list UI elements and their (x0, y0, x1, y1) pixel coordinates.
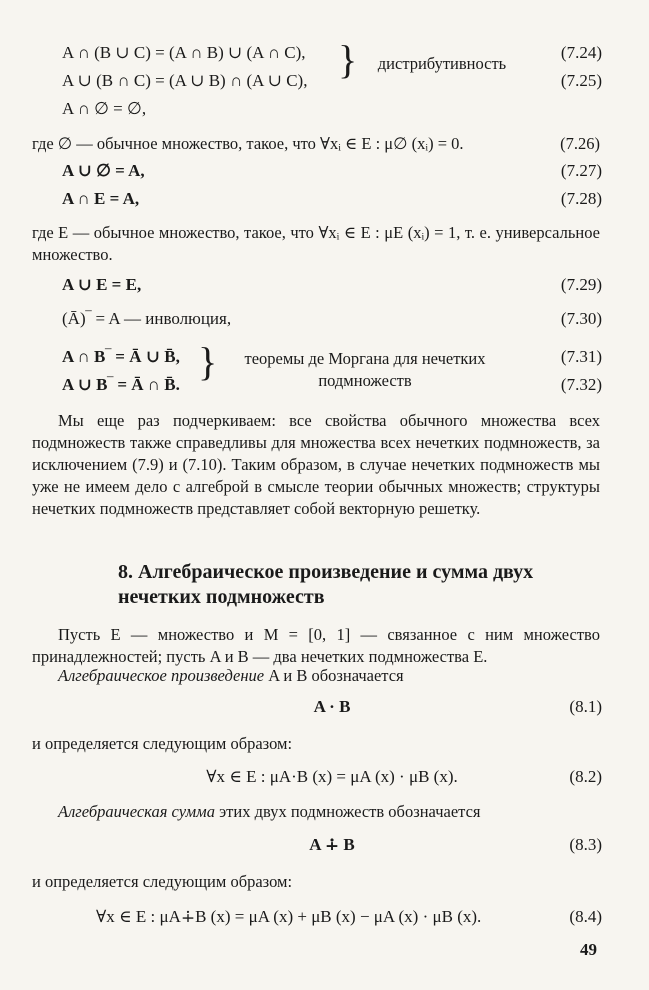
equation-7-27 (62, 158, 602, 184)
formula: (Ā)‾ = A — инволюция, (62, 309, 232, 328)
equation-number: (8.2) (569, 767, 602, 786)
paragraph-emphasis: Мы еще раз подчеркиваем: все свойства обычного множества всех подмножеств также справедливы для множества всех нечетких подмножеств, за исключением (7.9) и (7.10). Таким образом, в случае нечетких подмножеств мы уже не имеем дело с алгеброй в смысле теории обычных множеств; структуры нечетких подмножеств представляет собой векторную решетку. (32, 411, 600, 518)
equation-number: (8.1) (569, 697, 602, 716)
formula: A ∩ B‾ = Ā ∪ B̄, (62, 347, 180, 366)
equation-7-29 (62, 272, 602, 298)
sum-intro (58, 800, 598, 824)
equation-number: (7.32) (560, 375, 602, 394)
term: Алгебраическая сумма (58, 802, 215, 821)
brace-label (220, 348, 510, 392)
equation-8-2 (62, 764, 602, 790)
equation-8-4 (36, 904, 602, 930)
equation-8-1 (62, 694, 602, 720)
formula: A ∩ (B ∪ C) = (A ∩ B) ∪ (A ∩ C), (62, 43, 306, 62)
paragraph-let: Пусть E — множество и M = [0, 1] — связанное с ним множество принадлежностей; пусть A и B — два нечетких подмножества E. (32, 625, 600, 666)
defined-text-2: и определяется следующим образом: (32, 872, 293, 891)
equation-7-26 (32, 132, 600, 156)
formula: A ∪ (B ∩ C) = (A ∪ B) ∩ (A ∪ C), (62, 71, 308, 90)
equation-number: (7.24) (560, 43, 602, 62)
equation-number: (8.3) (569, 835, 602, 854)
equation-7-30 (62, 306, 602, 332)
formula: A ∩ ∅ = ∅, (62, 99, 147, 118)
paragraph-universal-set: где E — обычное множество, такое, что ∀xᵢ ∈ E : μE (xᵢ) = 1, т. е. универсальное множество. (32, 223, 600, 264)
formula: ∀x ∈ E : μA∔B (x) = μA (x) + μB (x) − μA (x) · μB (x). (96, 907, 482, 926)
defined-text-1: и определяется следующим образом: (32, 734, 293, 753)
equation-number: (7.29) (560, 275, 602, 294)
section-heading (118, 560, 598, 610)
formula: A ∔ B (309, 835, 355, 854)
heading-line: 8. Алгебраическое произведение и сумма двух (118, 561, 534, 583)
formula: ∀x ∈ E : μA·B (x) = μA (x) · μB (x). (206, 767, 458, 786)
page-number: 49 (580, 940, 597, 959)
equation-number: (7.25) (560, 71, 602, 90)
brace-label-line: теоремы де Моргана для нечетких (244, 349, 486, 368)
equation-7-28 (62, 186, 602, 212)
text: этих двух подмножеств обозначается (214, 802, 481, 821)
text: A и B обозначается (264, 666, 404, 685)
text: где ∅ — обычное множество, такое, что ∀xᵢ ∈ E : μ∅ (xᵢ) = 0. (32, 134, 464, 153)
equation-number: (7.27) (560, 161, 602, 180)
equation-number: (8.4) (569, 907, 602, 926)
equation-number: (7.30) (560, 309, 602, 328)
right-brace: } (198, 339, 218, 384)
formula: A ∩ E = A, (62, 189, 140, 208)
equation-number: (7.28) (560, 189, 602, 208)
formula: A ∪ ∅ = A, (62, 161, 145, 180)
heading-line: нечетких подмножеств (118, 586, 325, 608)
formula: A ∪ E = E, (62, 275, 142, 294)
equation-number: (7.26) (560, 134, 600, 153)
product-intro (58, 664, 598, 688)
right-brace: } (338, 37, 358, 82)
brace-label-line: подмножеств (318, 371, 412, 390)
equation-8-3 (62, 832, 602, 858)
formula: A ∪ B‾ = Ā ∩ B̄. (62, 375, 180, 394)
formula: A · B (313, 697, 351, 716)
brace-label: дистрибутивность (377, 54, 507, 73)
equation-empty-set (62, 96, 602, 122)
equation-number: (7.31) (560, 347, 602, 366)
term: Алгебраическое произведение (58, 666, 265, 685)
